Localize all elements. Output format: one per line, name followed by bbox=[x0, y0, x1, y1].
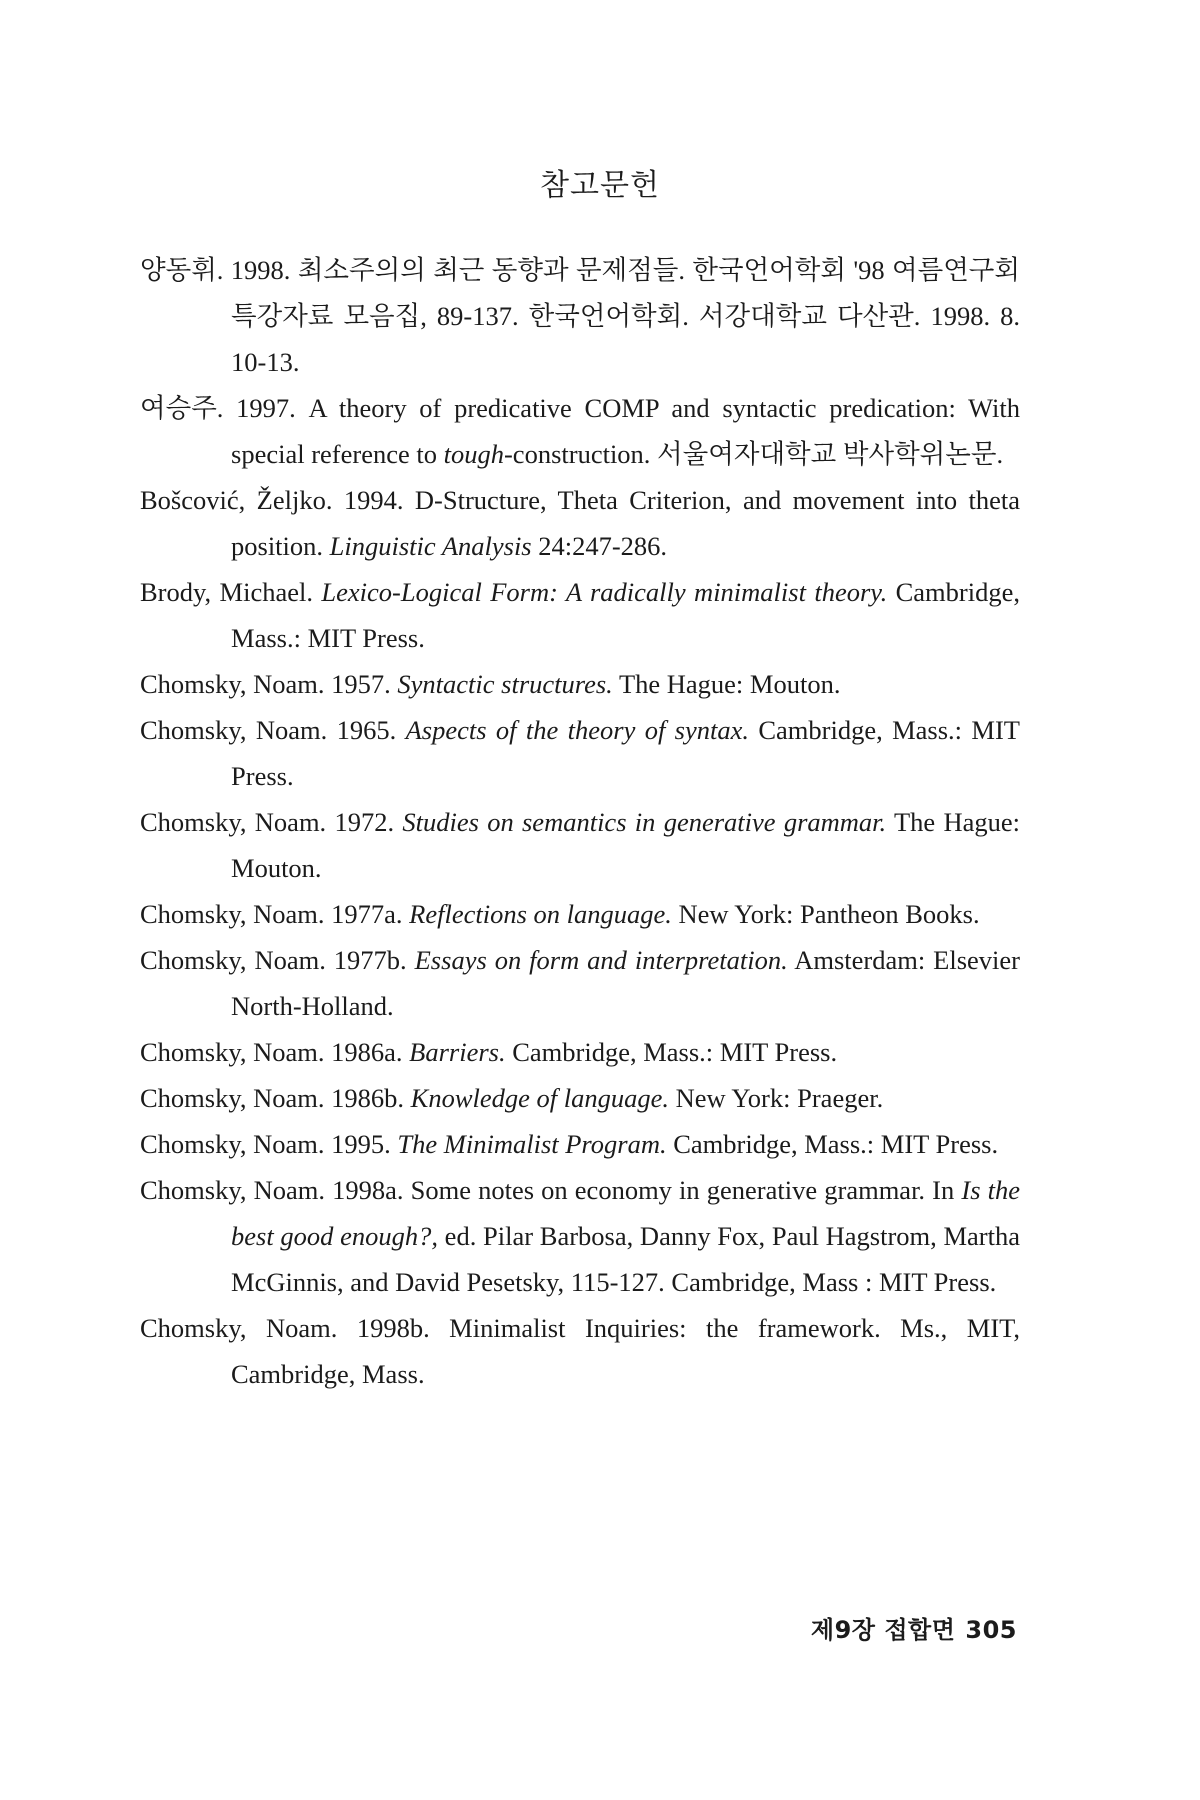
reference-entry: Chomsky, Noam. 1986b. Knowledge of language. New York: Praeger. bbox=[140, 1083, 884, 1113]
reference-entry: Bošcović, Željko. 1994. D-Structure, Theta Criterion, and movement into theta position. Linguistic Analysis 24:247-286. bbox=[140, 485, 1020, 561]
reference-entry: Chomsky, Noam. 1986a. Barriers. Cambridge, Mass.: MIT Press. bbox=[140, 1037, 838, 1067]
reference-entry: Chomsky, Noam. 1998b. Minimalist Inquiries: the framework. Ms., MIT, Cambridge, Mass. bbox=[140, 1313, 1020, 1389]
reference-entry: Chomsky, Noam. 1998a. Some notes on economy in generative grammar. In Is the best good enough?, ed. Pilar Barbosa, Danny Fox, Paul Hagstrom, Martha McGinnis, and David Pesetsky, 115-127. Cambridge, Mass : MIT Press. bbox=[140, 1175, 1021, 1297]
page-number: 305 bbox=[965, 1616, 1017, 1644]
reference-entry: 여승주. 1997. A theory of predicative COMP and syntactic predication: With special reference to tough-construction. 서울여자대학교 박사학위논문. bbox=[140, 393, 1020, 469]
reference-entry: 양동휘. 1998. 최소주의의 최근 동향과 문제점들. 한국언어학회 '98 여름연구회 특강자료 모음집, 89-137. 한국언어학회. 서강대학교 다산관. 1998. 8. 10-13. bbox=[140, 255, 1020, 377]
reference-entry: Chomsky, Noam. 1977a. Reflections on language. New York: Pantheon Books. bbox=[140, 899, 980, 929]
reference-entry: Chomsky, Noam. 1977b. Essays on form and interpretation. Amsterdam: Elsevier North-Holland. bbox=[140, 945, 1020, 1021]
reference-entry: Brody, Michael. Lexico-Logical Form: A radically minimalist theory. Cambridge, Mass.: MIT Press. bbox=[140, 577, 1020, 653]
page-title: 참고문헌 bbox=[540, 168, 660, 203]
reference-entry: Chomsky, Noam. 1972. Studies on semantics in generative grammar. The Hague: Mouton. bbox=[140, 807, 1020, 883]
reference-entry: Chomsky, Noam. 1965. Aspects of the theory of syntax. Cambridge, Mass.: MIT Press. bbox=[140, 715, 1020, 791]
reference-entry: Chomsky, Noam. 1995. The Minimalist Program. Cambridge, Mass.: MIT Press. bbox=[140, 1129, 999, 1159]
reference-entry: Chomsky, Noam. 1957. Syntactic structures. The Hague: Mouton. bbox=[140, 669, 841, 699]
chapter-label: 제9장 접합면 bbox=[810, 1616, 956, 1644]
page-footer bbox=[811, 1610, 1017, 1645]
reference-list bbox=[140, 247, 1020, 1397]
